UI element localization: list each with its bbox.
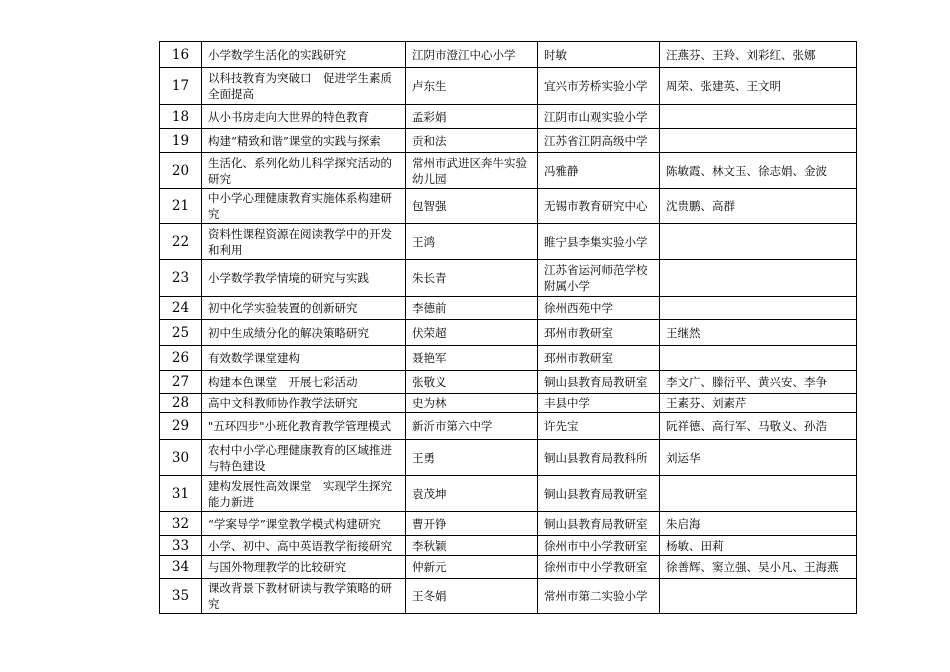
members-cell (660, 129, 857, 153)
row-number: 34 (160, 556, 202, 579)
table-row (160, 440, 857, 476)
leader-cell: 包智强 (406, 189, 538, 224)
table-row (160, 224, 857, 260)
unit-cell: 常州市第二实验小学 (538, 579, 660, 614)
row-number: 17 (160, 68, 202, 105)
unit-cell: 徐州西苑中学 (538, 297, 660, 320)
row-number: 26 (160, 346, 202, 371)
members-cell: 朱启海 (660, 512, 857, 536)
unit-cell: 邳州市教研室 (538, 346, 660, 371)
table-row (160, 320, 857, 346)
table-row (160, 42, 857, 68)
unit-cell: 江阴市山观实验小学 (538, 105, 660, 129)
leader-cell: 李秋颖 (406, 536, 538, 556)
project-title: 从小书房走向大世界的特色教育 (202, 105, 406, 129)
table-row (160, 260, 857, 297)
unit-cell: 徐州市中小学教研室 (538, 556, 660, 579)
project-title: 以科技教育为突破口 促进学生素质全面提高 (202, 68, 406, 105)
members-cell: 王继然 (660, 320, 857, 346)
unit-cell: 铜山县教育局教研室 (538, 512, 660, 536)
project-title: 小学数学教学情境的研究与实践 (202, 260, 406, 297)
project-title: 初中化学实验装置的创新研究 (202, 297, 406, 320)
table-body (160, 42, 857, 614)
row-number: 18 (160, 105, 202, 129)
leader-cell: 袁茂坤 (406, 476, 538, 512)
table-row (160, 536, 857, 556)
table-row (160, 153, 857, 189)
unit-cell: 江苏省江阴高级中学 (538, 129, 660, 153)
table-row (160, 512, 857, 536)
members-cell (660, 105, 857, 129)
leader-cell: 曹开铮 (406, 512, 538, 536)
leader-cell: 仲新元 (406, 556, 538, 579)
table-row (160, 68, 857, 105)
members-cell: 杨敏、田莉 (660, 536, 857, 556)
table-row (160, 394, 857, 413)
project-title: 课改背景下教材研读与教学策略的研究 (202, 579, 406, 614)
row-number: 33 (160, 536, 202, 556)
project-title: “学案导学”课堂教学模式构建研究 (202, 512, 406, 536)
leader-cell: 王勇 (406, 440, 538, 476)
table-row (160, 476, 857, 512)
row-number: 32 (160, 512, 202, 536)
row-number: 35 (160, 579, 202, 614)
project-title: 资料性课程资源在阅读教学中的开发和利用 (202, 224, 406, 260)
row-number: 19 (160, 129, 202, 153)
unit-cell: 江苏省运河师范学校附属小学 (538, 260, 660, 297)
unit-cell: 无锡市教育研究中心 (538, 189, 660, 224)
leader-cell: 贡和法 (406, 129, 538, 153)
unit-cell: 丰县中学 (538, 394, 660, 413)
project-title: 小学数学生活化的实践研究 (202, 42, 406, 68)
table-row (160, 371, 857, 394)
table-row (160, 556, 857, 579)
project-title: 有效数学课堂建构 (202, 346, 406, 371)
leader-cell: 卢东生 (406, 68, 538, 105)
members-cell (660, 579, 857, 614)
row-number: 22 (160, 224, 202, 260)
leader-cell: 史为林 (406, 394, 538, 413)
row-number: 30 (160, 440, 202, 476)
unit-cell: 时敏 (538, 42, 660, 68)
table-row (160, 297, 857, 320)
leader-cell: 王鸿 (406, 224, 538, 260)
leader-cell: 伏荣超 (406, 320, 538, 346)
row-number: 24 (160, 297, 202, 320)
table-row (160, 105, 857, 129)
row-number: 21 (160, 189, 202, 224)
row-number: 20 (160, 153, 202, 189)
leader-cell: 王冬娟 (406, 579, 538, 614)
project-title: 高中文科教师协作教学法研究 (202, 394, 406, 413)
row-number: 29 (160, 413, 202, 440)
unit-cell: 铜山县教育局教研室 (538, 476, 660, 512)
unit-cell: 徐州市中小学教研室 (538, 536, 660, 556)
leader-cell: 孟彩娟 (406, 105, 538, 129)
table-row (160, 413, 857, 440)
members-cell: 周荣、张建英、王文明 (660, 68, 857, 105)
members-cell (660, 346, 857, 371)
project-title: 小学、初中、高中英语教学衔接研究 (202, 536, 406, 556)
members-cell: 阮祥德、高行军、马敬义、孙浩 (660, 413, 857, 440)
leader-cell: 江阴市澄江中心小学 (406, 42, 538, 68)
unit-cell: 邳州市教研室 (538, 320, 660, 346)
unit-cell: 睢宁县李集实验小学 (538, 224, 660, 260)
row-number: 31 (160, 476, 202, 512)
members-cell (660, 476, 857, 512)
unit-cell: 铜山县教育局教科所 (538, 440, 660, 476)
table-row (160, 129, 857, 153)
project-title: 构建本色课堂 开展七彩活动 (202, 371, 406, 394)
members-cell: 沈贵鹏、高群 (660, 189, 857, 224)
unit-cell: 铜山县教育局教研室 (538, 371, 660, 394)
project-title: 生活化、系列化幼儿科学探究活动的研究 (202, 153, 406, 189)
unit-cell: 宜兴市芳桥实验小学 (538, 68, 660, 105)
project-title: "五环四步"小班化教育教学管理模式 (202, 413, 406, 440)
row-number: 16 (160, 42, 202, 68)
project-title: 中小学心理健康教育实施体系构建研究 (202, 189, 406, 224)
leader-cell: 常州市武进区奔牛实验幼儿园 (406, 153, 538, 189)
table-row (160, 579, 857, 614)
members-cell (660, 260, 857, 297)
project-table (159, 41, 857, 614)
table-row (160, 346, 857, 371)
leader-cell: 朱长青 (406, 260, 538, 297)
leader-cell: 新沂市第六中学 (406, 413, 538, 440)
project-title: 建构发展性高效课堂 实现学生探究能力新进 (202, 476, 406, 512)
unit-cell: 许先宝 (538, 413, 660, 440)
members-cell (660, 224, 857, 260)
project-title: 农村中小学心理健康教育的区域推进与特色建设 (202, 440, 406, 476)
members-cell (660, 297, 857, 320)
project-title: 与国外物理教学的比较研究 (202, 556, 406, 579)
unit-cell: 冯雅静 (538, 153, 660, 189)
members-cell: 刘运华 (660, 440, 857, 476)
table-row (160, 189, 857, 224)
row-number: 27 (160, 371, 202, 394)
project-title: 初中生成绩分化的解决策略研究 (202, 320, 406, 346)
row-number: 23 (160, 260, 202, 297)
members-cell: 李文广、滕衍平、黄兴安、李争 (660, 371, 857, 394)
row-number: 28 (160, 394, 202, 413)
members-cell: 陈敏霞、林文玉、徐志娟、金波 (660, 153, 857, 189)
members-cell: 汪燕芬、王羚、刘彩红、张娜 (660, 42, 857, 68)
members-cell: 徐善辉、窦立强、吴小凡、王海燕 (660, 556, 857, 579)
leader-cell: 李德前 (406, 297, 538, 320)
project-title: 构建“精致和谐”课堂的实践与探索 (202, 129, 406, 153)
members-cell: 王素芬、刘素芹 (660, 394, 857, 413)
leader-cell: 聂艳军 (406, 346, 538, 371)
row-number: 25 (160, 320, 202, 346)
leader-cell: 张敬义 (406, 371, 538, 394)
